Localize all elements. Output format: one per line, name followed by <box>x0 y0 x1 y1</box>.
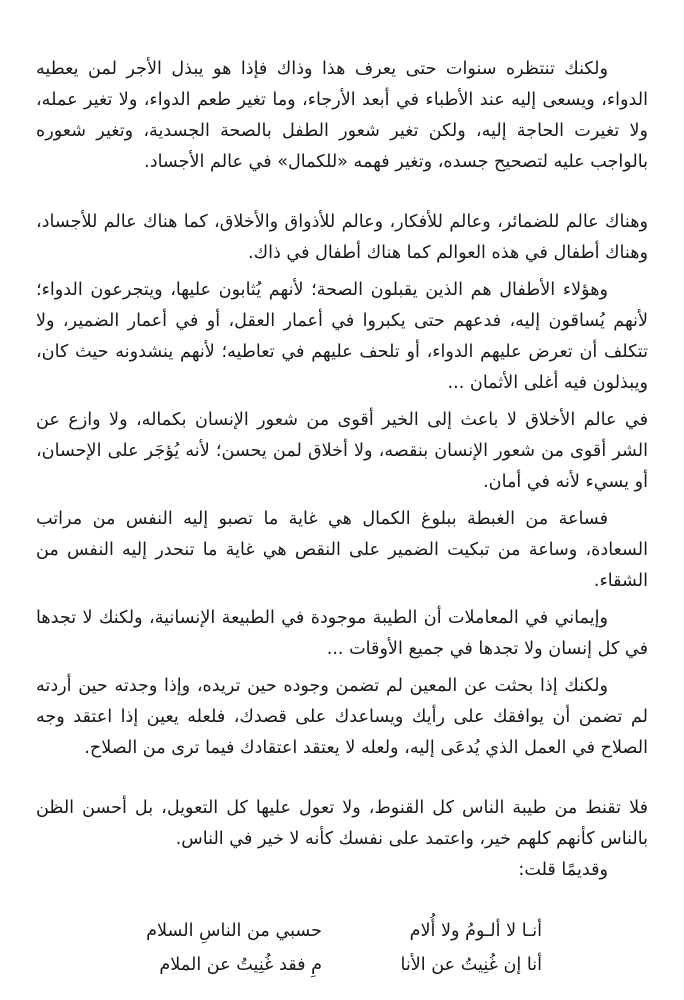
paragraph-4: في عالم الأخلاق لا باعث إلى الخير أقوى من شعور الإنسان بكماله، ولا وازع عن الشر أقوى من شعور الإنسان بنقصه، ولا أخلاق لمن يحسن؛ لأنه يُؤجَر على الإحسان، أو يسيء لأنه في أمان. <box>36 410 648 492</box>
paragraph-5: فساعة من الغبطة ببلوغ الكمال هي غاية ما تصبو إليه النفس من مراتب السعادة، وساعة من تبكيت الضمير على النقص هي غاية ما تنحدر إليه النفس من الشقاء. <box>36 509 648 591</box>
paragraph-2: وهناك عالم للضمائر، وعالم للأفكار، وعالم للأذواق والأخلاق، كما هناك عالم للأجساد، وهناك أطفال في هذه العوالم كما هناك أطفال في ذاك. <box>36 212 648 263</box>
verse-second-hemistich: مِ فقد غُنِيتُ عن الملام <box>159 955 322 975</box>
paragraph-6: وإيماني في المعاملات أن الطيبة موجودة في الطبيعة الإنسانية، ولكنك لا تجدها في كل إنسان ولا تجدها في جميع الأوقات ... <box>36 608 648 659</box>
poem-verse <box>36 914 542 948</box>
verse-first-hemistich: أنـا لا ألـومُ ولا أُلام <box>409 921 542 941</box>
poem-verse <box>36 948 542 982</box>
paragraph-1: ولكنك تنتظره سنوات حتى يعرف هذا وذاك فإذا هو يبذل الأجر لمن يعطيه الدواء، ويسعى إليه عند الأطباء في أبعد الأرجاء، وما تغير طعم الدواء، ولا تغير عمله، ولا تغيرت الحاجة إليه، ولكن تغير شعور الطفل بالصحة الجسدية، وتغير شعوره بالواجب عليه لتصحيح جسده، وتغير فهمه «للكمال» في عالم الأجساد. <box>36 59 648 172</box>
paragraph-3: وهؤلاء الأطفال هم الذين يقبلون الصحة؛ لأنهم يُثابون عليها، ويتجرعون الدواء؛ لأنهم يُساقون إليه، فدعهم حتى يكبروا في أعمار العقل، أو في أعمار الضمير، ولا تتكلف أن تعرض عليهم الدواء، أو تلحف عليهم في تعاطيه؛ لأنهم ينشدونه حيث كان، ويبذلون فيه أغلى الأثمان ... <box>36 280 648 393</box>
verse-first-hemistich: أنا إن غُنِيتُ عن الأنا <box>400 955 542 975</box>
paragraph-8: فلا تقنط من طيبة الناس كل القنوط، ولا تعول عليها كل التعويل، بل أحسن الظن بالناس كأنهم كلهم خير، واعتمد على نفسك كأنه لا خير في الناس. <box>36 798 648 849</box>
paragraph-7: ولكنك إذا بحثت عن المعين لم تضمن وجوده حين تريده، وإذا وجدته حين أردته لم تضمن أن يوافقك على رأيك ويساعدك على قصدك، فلعله يعين إذا اعتقد وجه الصلاح في العمل الذي يُدعَى إليه، ولعله لا يعتقد اعتقادك فيما ترى من الصلاح. <box>36 676 648 758</box>
poem <box>36 914 648 982</box>
poem-intro: وقديمًا قلت: <box>518 860 608 880</box>
verse-second-hemistich: حسبي من الناسِ السلام <box>146 921 322 941</box>
